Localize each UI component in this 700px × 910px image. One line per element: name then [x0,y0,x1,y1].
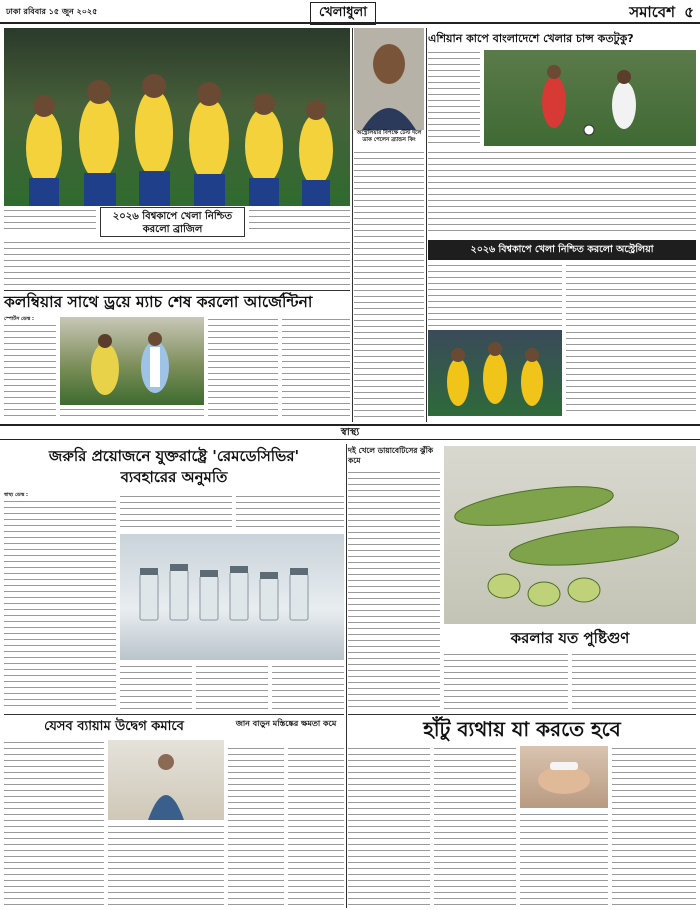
exercise-illustration [108,740,224,820]
brazil-article-body-2 [249,208,350,232]
knee-article-col-4 [612,746,696,906]
page-header [0,0,700,24]
divider [4,714,344,715]
exercise-article-col-1 [4,740,104,906]
column-rule [346,444,347,908]
issue-date: ঢাকা রবিবার ১৫ জুন ২০২৫ [6,7,98,16]
remdesivir-headline-line2: ব্যবহারের অনুমতি [120,468,228,486]
argentina-dateline: স্পোর্টস ডেস্ক : [4,316,35,322]
argentina-article-col-2 [208,317,278,421]
divider [4,290,350,291]
newspaper-logo [629,1,694,26]
section-label: খেলাধুলা [310,2,376,25]
argentina-match-photo [60,317,204,405]
yogurt-article-body [348,470,440,712]
remdesivir-dateline: স্বাস্থ্য ডেস্ক : [4,492,29,498]
player-photo [354,28,424,130]
column-rule [426,28,427,422]
brazil-banner-text: ২০২৬ বিশ্বকাপে খেলা নিশ্চিত করলো ব্রাজিল [112,211,233,235]
health-section-bar [0,424,700,440]
knee-article-col-1 [348,746,430,906]
australia-banner [428,240,696,260]
brazil-article-body-3 [4,240,350,288]
logo-text: সমাবেশ [629,3,676,21]
asia-headline: এশিয়ান কাপে বাংলাদেশে খেলার চান্স কতটুকু? [428,32,634,45]
bitter-gourd-article-col-1 [444,652,568,712]
knee-headline: হাঁটু ব্যথায় যা করতে হবে [423,717,621,741]
australia-article-col-3 [566,330,696,416]
health-section-title: স্বাস্থ্য [340,427,360,438]
australia-players-illustration [428,330,562,416]
page-number: ৫ [684,3,694,21]
exercise-photo [108,740,224,820]
player-illustration [354,28,424,130]
knee-article-col-3 [520,812,608,906]
vials-photo [120,534,344,660]
argentina-article-col-1 [4,323,56,421]
asia-article-body [428,150,696,236]
exercise-article-col-2 [108,824,224,906]
asia-players-illustration [484,50,696,146]
australia-banner-text: ২০২৬ বিশ্বকাপে খেলা নিশ্চিত করলো অস্ট্রেলিয়া [470,244,654,255]
remdesivir-headline-line1: জরুরি প্রয়োজনে যুক্তরাষ্ট্রে 'রেমডেসিভির' [48,447,300,465]
bitter-gourd-illustration [444,446,696,624]
brain-article-col-2 [288,746,344,906]
yogurt-headline: দই খেলে ডায়াবেটিসের ঝুঁকি কমে [348,446,434,465]
remdesivir-article-col-6 [272,664,344,710]
knee-illustration [520,746,608,808]
argentina-photo-caption [60,407,204,421]
argentina-headline: কলম্বিয়ার সাথে ড্রয়ে ম্যাচ শেষ করলো আর্জেন্টিনা [4,293,313,311]
divider [348,714,696,715]
asia-match-photo [484,50,696,146]
vials-illustration [120,534,344,660]
brazil-article-body-1 [4,208,96,232]
player-article-col [354,150,424,420]
bitter-gourd-headline: করলার যত পুষ্টিগুণ [510,629,630,647]
column-rule [352,28,353,422]
brazil-banner [100,207,245,237]
argentina-players-illustration [60,317,204,405]
exercise-headline: যেসব ব্যায়াম উদ্বেগ কমাবে [44,719,184,734]
bitter-gourd-photo [444,446,696,624]
brazil-players-illustration [4,28,350,206]
remdesivir-article-col-1 [4,499,116,711]
knee-photo [520,746,608,808]
brazil-team-photo [4,28,350,206]
knee-article-col-2 [434,746,516,906]
australia-team-photo [428,330,562,416]
bitter-gourd-article-col-2 [572,652,696,712]
remdesivir-article-col-2 [120,494,232,530]
brain-article-col-1 [228,746,284,906]
remdesivir-article-col-5 [196,664,268,710]
remdesivir-article-col-4 [120,664,192,710]
player-caption: অস্ট্রেলিয়ার বিপক্ষে টেস্ট দলে ডাক পেলেন ব্র্যান্ডন কিং [356,130,422,143]
brain-headline: জান বাড়ুন মস্তিষ্কের ক্ষমতা কমে [235,719,337,728]
asia-article-col-1 [428,50,480,146]
australia-article-col-1 [428,263,562,327]
australia-article-col-2 [566,263,696,327]
remdesivir-article-col-3 [236,494,344,530]
argentina-article-col-3 [282,317,350,421]
